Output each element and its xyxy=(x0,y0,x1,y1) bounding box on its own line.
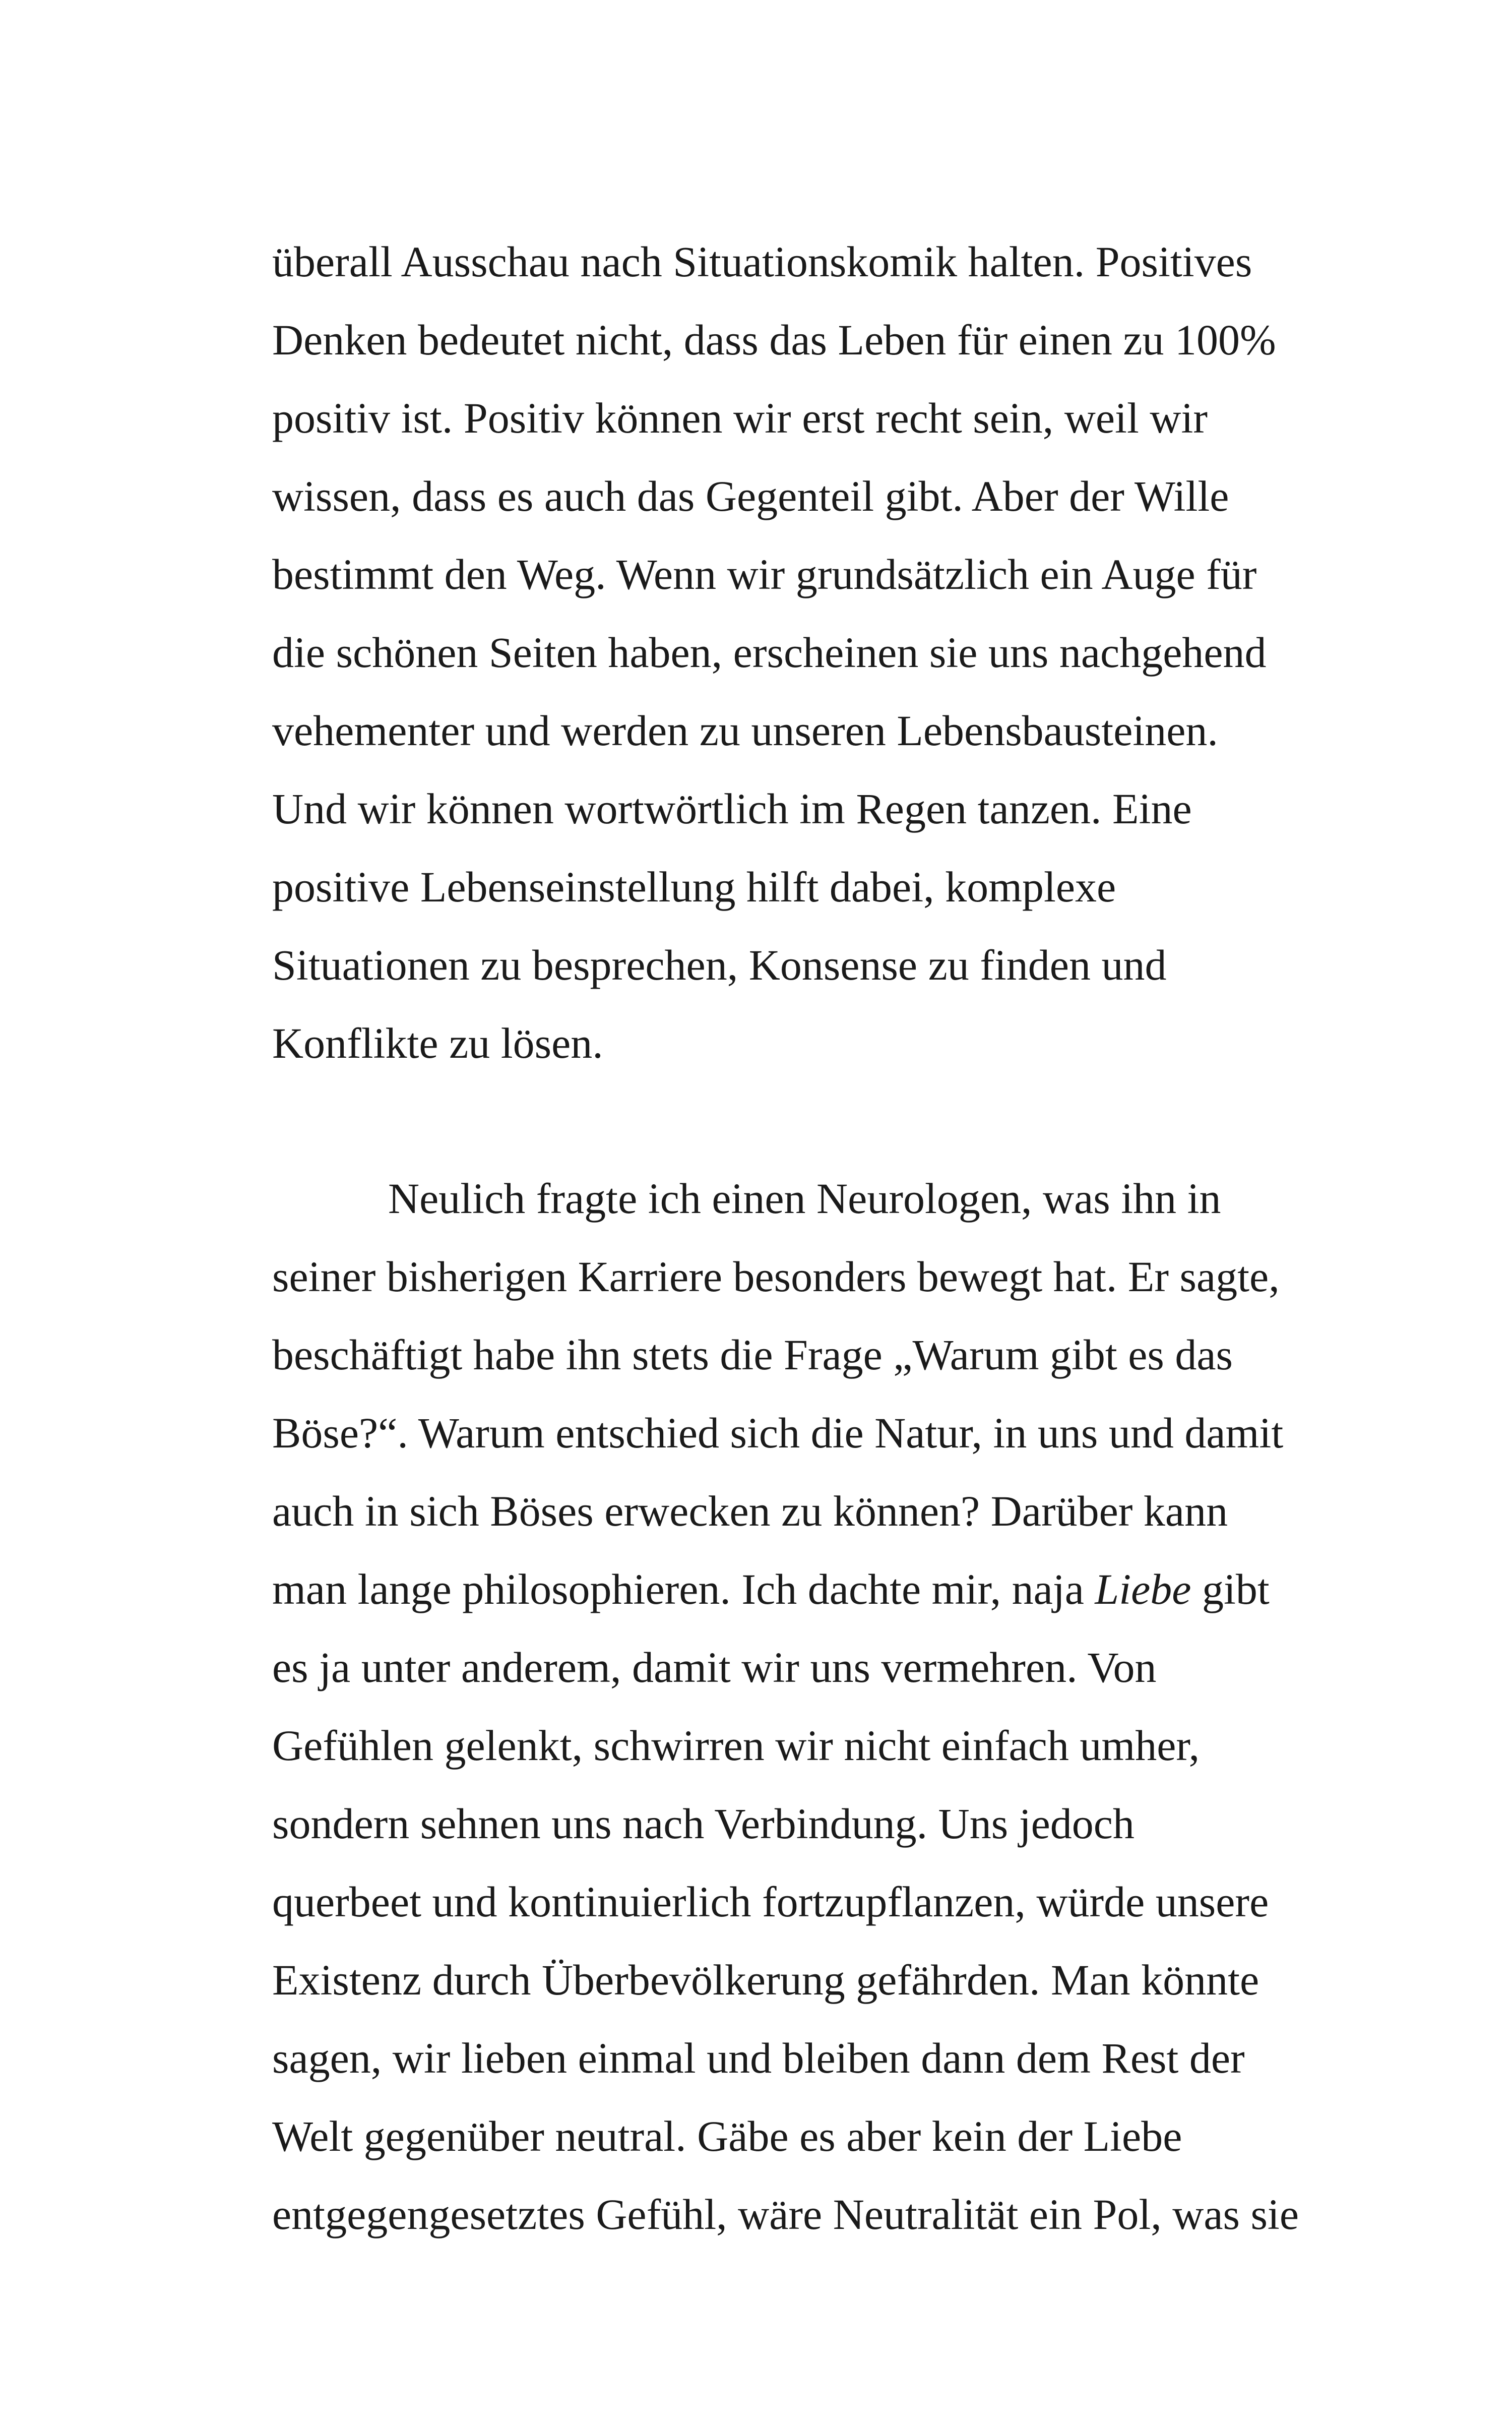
text-line: entgegengesetztes Gefühl, wäre Neutralität ein Pol, was sie xyxy=(272,2190,1299,2238)
paragraph-2 xyxy=(272,1160,1391,2254)
text-line: Konflikte zu lösen. xyxy=(272,1019,603,1067)
text-line: die schönen Seiten haben, erscheinen sie uns nachgehend xyxy=(272,628,1267,677)
text-line: Welt gegenüber neutral. Gäbe es aber kein der Liebe xyxy=(272,2112,1182,2160)
text-line: positiv ist. Positiv können wir erst recht sein, weil wir xyxy=(272,394,1208,442)
emphasized-word: Liebe xyxy=(1095,1565,1191,1613)
text-line: überall Ausschau nach Situationskomik halten. Positives xyxy=(272,237,1252,286)
text-line: sondern sehnen uns nach Verbindung. Uns jedoch xyxy=(272,1799,1135,1848)
text-line: Existenz durch Überbevölkerung gefährden. Man könnte xyxy=(272,1956,1259,2004)
text-line: Und wir können wortwörtlich im Regen tanzen. Eine xyxy=(272,784,1192,833)
text-line: seiner bisherigen Karriere besonders bewegt hat. Er sagte, xyxy=(272,1252,1280,1301)
text-line: Böse?“. Warum entschied sich die Natur, in uns und damit xyxy=(272,1409,1284,1457)
text-line-with-emphasis xyxy=(272,1550,1391,1628)
text-line: Denken bedeutet nicht, dass das Leben für einen zu 100% xyxy=(272,316,1276,364)
text-line: Gefühlen gelenkt, schwirren wir nicht einfach umher, xyxy=(272,1721,1200,1770)
text-line: beschäftigt habe ihn stets die Frage „Warum gibt es das xyxy=(272,1330,1233,1379)
text-line: sagen, wir lieben einmal und bleiben dann dem Rest der xyxy=(272,2034,1245,2082)
text-segment: gibt xyxy=(1191,1565,1270,1613)
paragraph-1 xyxy=(272,223,1391,1082)
text-segment: man lange philosophieren. Ich dachte mir, naja xyxy=(272,1565,1095,1613)
text-line: Situationen zu besprechen, Konsense zu finden und xyxy=(272,941,1167,989)
text-line: es ja unter anderem, damit wir uns vermehren. Von xyxy=(272,1643,1157,1691)
text-line: bestimmt den Weg. Wenn wir grundsätzlich ein Auge für xyxy=(272,550,1257,598)
text-line: querbeet und kontinuierlich fortzupflanzen, würde unsere xyxy=(272,1878,1269,1926)
text-line: wissen, dass es auch das Gegenteil gibt. Aber der Wille xyxy=(272,472,1229,520)
text-line-indented: Neulich fragte ich einen Neurologen, was ihn in xyxy=(388,1174,1221,1223)
text-line: positive Lebenseinstellung hilft dabei, komplexe xyxy=(272,863,1116,911)
text-line: auch in sich Böses erwecken zu können? Darüber kann xyxy=(272,1487,1228,1535)
text-line: vehementer und werden zu unseren Lebensbausteinen. xyxy=(272,706,1218,755)
